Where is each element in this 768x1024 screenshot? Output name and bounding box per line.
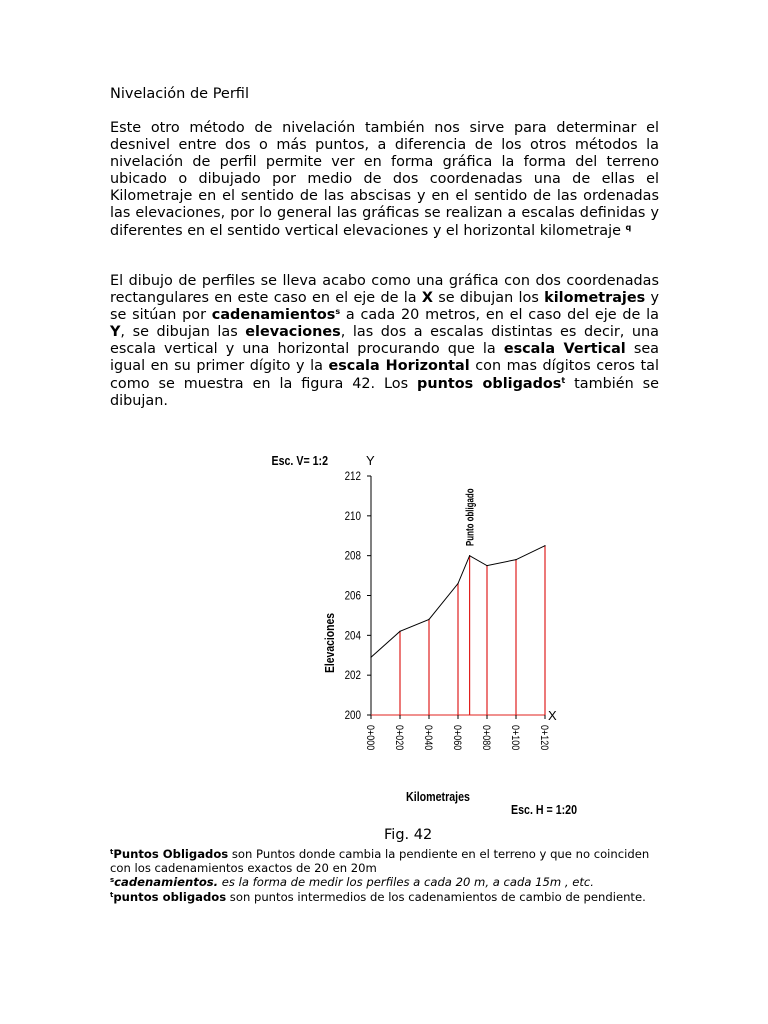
p2-bold-x: X [421,290,433,307]
footnote-term: puntos obligados [113,889,227,904]
chart-frame [271,453,577,817]
chart-marks [345,470,550,751]
footnote-mark: s [335,307,341,317]
p2-bold-elevaciones: elevaciones [245,324,341,341]
page-title: Nivelación de Perfil [110,86,249,102]
y-tick-label: 212 [344,470,361,484]
p2-bold-cadenamientos: cadenamientos [211,307,336,324]
paragraph-1-text: Este otro método de nivelación también nos sirve para determinar el desnivel entre dos o más puntos, a diferencia de los otros métodos la nivelación de perfil permite ver en forma gráfica la forma del terreno ubicado o dibujado por medio de dos coordenadas una de ellas el Kilometraje en el sentido de las abscisas y en el sentido de las ordenadas las elevaciones, por lo general las gráficas se realizan a escalas definidas y diferentes en el sentido vertical elevaciones y el horizontal kilometraje [110,120,659,239]
p2-text-3: y se sitúan por [110,290,659,324]
horizontal-scale-label: Esc. H = 1:20 [510,801,578,818]
profile-point [399,631,400,632]
p2-text-8: con mas dígitos ceros tal como se muestra en la figura 42. Los [110,358,659,392]
x-axis-letter: X [548,708,557,723]
profile-point [469,555,470,556]
footnotes [110,847,670,904]
punto-obligado-annotation: Punto obligado [464,488,478,546]
y-axis-letter: Y [366,453,375,468]
paragraph-1 [110,120,659,240]
y-tick-label: 208 [344,549,361,563]
y-tick-label: 206 [344,589,361,603]
p2-text-9: también se dibujan. [110,375,659,409]
footnote-mark: t [110,848,114,856]
p2-bold-escala-vertical: escala Vertical [503,341,626,358]
profile-point [544,545,545,546]
p2-bold-escala-horizontal: escala Horizontal [328,358,470,375]
p2-text-7: sea igual en su primer dígito y la [110,341,659,375]
y-tick-label: 210 [344,509,361,524]
footnote-mark: t [110,890,114,899]
p2-text-2: se dibujan los [432,290,545,307]
p2-bold-puntos-obligados: puntos obligados [417,375,562,392]
profile-point [486,565,487,566]
profile-point [515,559,516,560]
figure-caption: Fig. 42 [384,827,433,843]
y-axis-title: Elevaciones [322,612,338,674]
paragraph-2 [110,273,659,410]
footnote-3 [110,890,670,904]
profile-point [428,619,429,620]
x-tick-label: 0+100 [508,725,521,751]
p2-text-4: a cada 20 metros, en el caso del eje de la [340,307,659,324]
p2-bold-y: Y [110,324,121,341]
p2-text-6: , las dos a escalas distintas es decir, una escala vertical y una horizontal procurando que la [110,324,659,358]
profile-point [370,657,371,658]
footnote-mark: t [561,375,566,385]
footnote-text: son Puntos donde cambia la pendiente en el terreno y que no coinciden con los cadenamientos exactos de 20 en 20m [110,847,650,876]
x-tick-label: 0+000 [363,725,376,751]
y-tick-label: 204 [344,629,361,643]
x-tick-label: 0+120 [537,725,550,751]
p2-text-1: El dibujo de perfiles se lleva acabo como una gráfica con dos coordenadas rectangulares en este caso en el eje de la [110,273,659,307]
x-tick-label: 0+040 [421,725,434,751]
p2-text-5: , se dibujan las [120,324,246,341]
footnote-1 [110,847,670,875]
footnote-text: es la forma de medir los perfiles a cada 20 m, a cada 15m , etc. [218,875,594,890]
p2-bold-kilometrajes: kilometrajes [544,290,646,307]
y-tick-label: 202 [344,669,361,683]
footnote-term: Puntos Obligados [113,847,229,861]
footnote-mark: q [625,222,632,232]
x-tick-label: 0+060 [450,725,463,751]
footnote-text: son puntos intermedios de los cadenamientos de cambio de pendiente. [226,889,646,904]
vertical-scale-label: Esc. V= 1:2 [271,452,329,469]
x-axis-title: Kilometrajes [406,788,470,805]
footnote-term: cadenamientos. [114,875,219,890]
footnote-2 [110,875,670,889]
x-tick-label: 0+080 [479,725,492,751]
profile-chart [260,448,600,823]
x-tick-label: 0+020 [392,725,405,751]
profile-point [457,583,458,584]
y-tick-label: 200 [344,709,361,723]
footnote-mark: s [110,876,115,885]
